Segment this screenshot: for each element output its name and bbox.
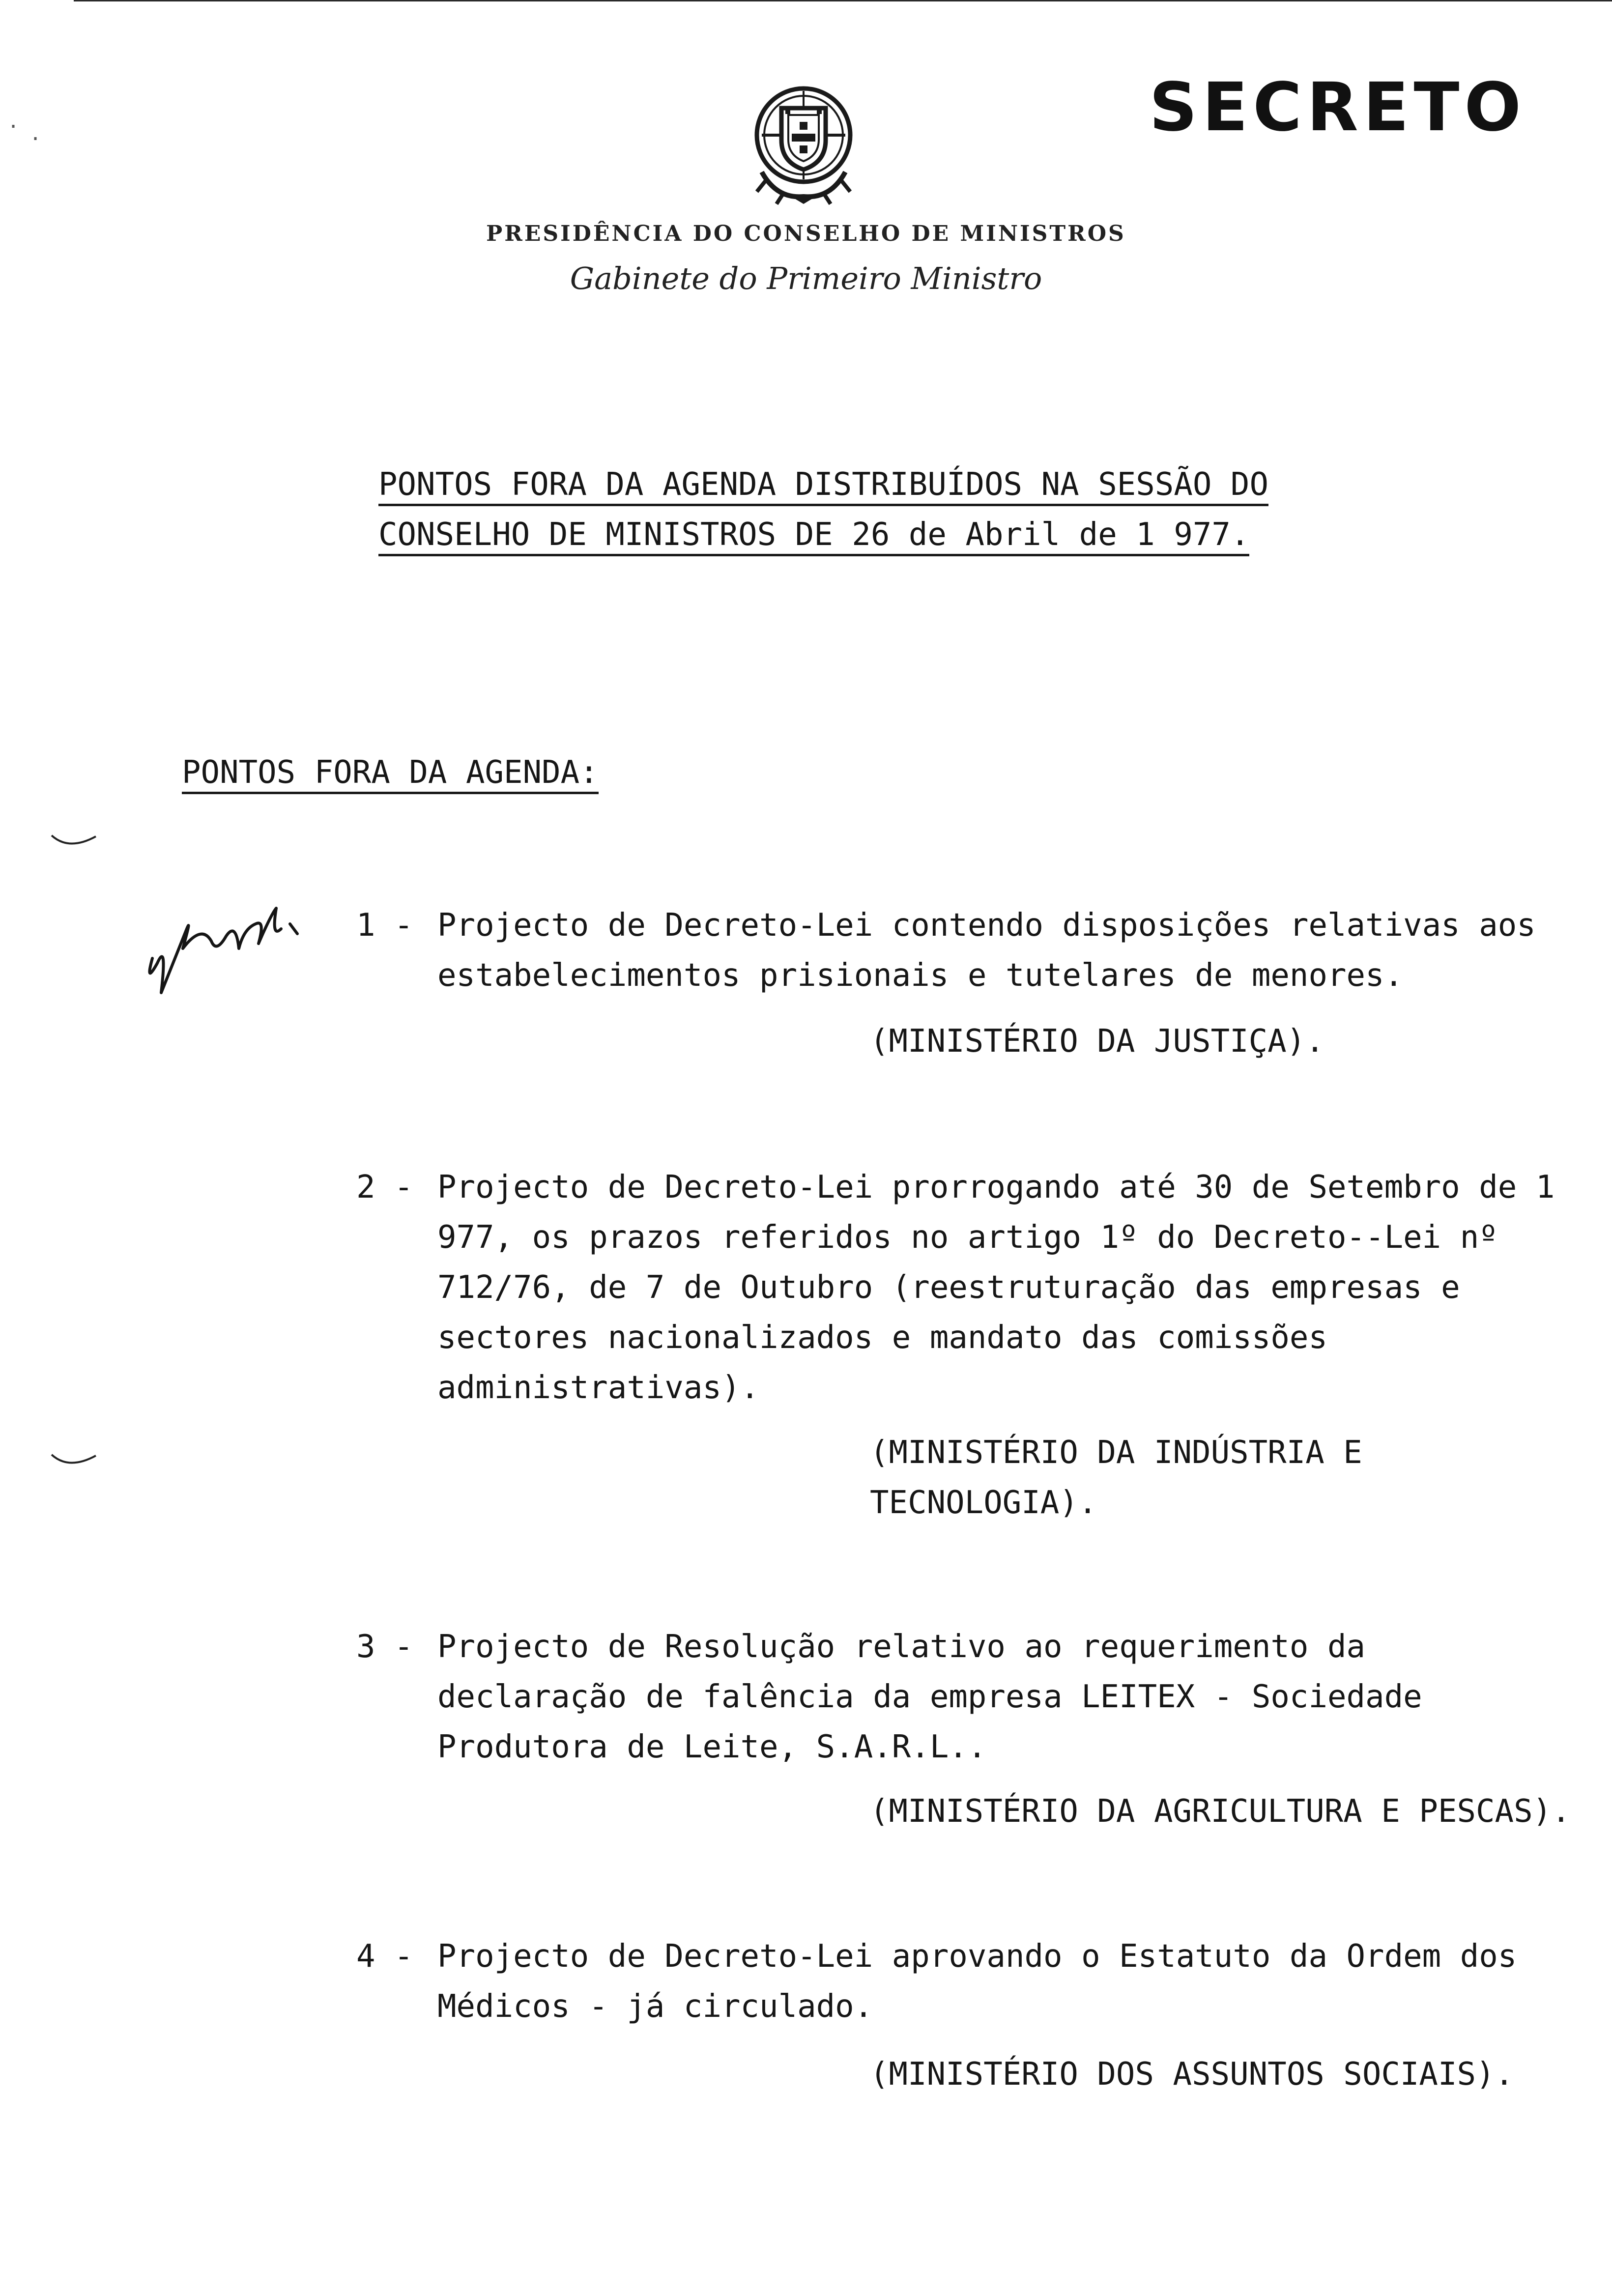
item-3-number: 3 - [356,1629,413,1665]
handwritten-approval-mark [143,894,310,1003]
margin-tick-mark-icon [49,831,98,855]
document-title [378,459,1268,560]
cabinet-signature-line: Gabinete do Primeiro Ministro [570,260,1042,296]
scan-speck: · [7,115,20,138]
section-heading [182,754,599,791]
item-3-text: Projecto de Resolução relativo ao requerimento da declaração de falência da empresa LEITEX - Sociedade Produtora de Leite, S.A.R.L.. [437,1629,1422,1765]
item-4-number: 4 - [356,1938,413,1975]
top-border-line [74,0,1612,1]
title-line-1: PONTOS FORA DA AGENDA DISTRIBUÍDOS NA SESSÃO DO [378,466,1268,506]
item-4-text: Projecto de Decreto-Lei aprovando o Estatuto da Ordem dos Médicos - já circulado. [437,1938,1517,2025]
coat-of-arms-icon [742,79,865,206]
item-1-ministry: (MINISTÉRIO DA JUSTIÇA). [870,1023,1324,1060]
item-1-text: Projecto de Decreto-Lei contendo disposições relativas aos estabelecimentos prisionais e tutelares de menores. [437,907,1536,994]
item-3-ministry: (MINISTÉRIO DA AGRICULTURA E PESCAS). [870,1793,1571,1830]
item-2-ministry: (MINISTÉRIO DA INDÚSTRIA E TECNOLOGIA). [870,1435,1362,1521]
classification-stamp: SECRETO [1149,69,1526,146]
item-4-ministry: (MINISTÉRIO DOS ASSUNTOS SOCIAIS). [870,2056,1514,2093]
issuing-office: PRESIDÊNCIA DO CONSELHO DE MINISTROS [486,221,1126,246]
item-2-number: 2 - [356,1169,413,1205]
item-1-number: 1 - [356,907,413,944]
scan-speck: · [29,128,42,150]
item-2-text: Projecto de Decreto-Lei prorrogando até 30 de Setembro de 1 977, os prazos referidos no artigo 1º do Decreto--Lei nº 712/76, de 7 de Outubro (reestruturação das empresas e sectores nacionalizados e mandato das comissões administrativas). [437,1169,1555,1406]
section-heading-text: PONTOS FORA DA AGENDA: [182,754,599,794]
margin-tick-mark-icon [49,1450,98,1474]
title-line-2: CONSELHO DE MINISTROS DE 26 de Abril de 1 977. [378,517,1249,556]
